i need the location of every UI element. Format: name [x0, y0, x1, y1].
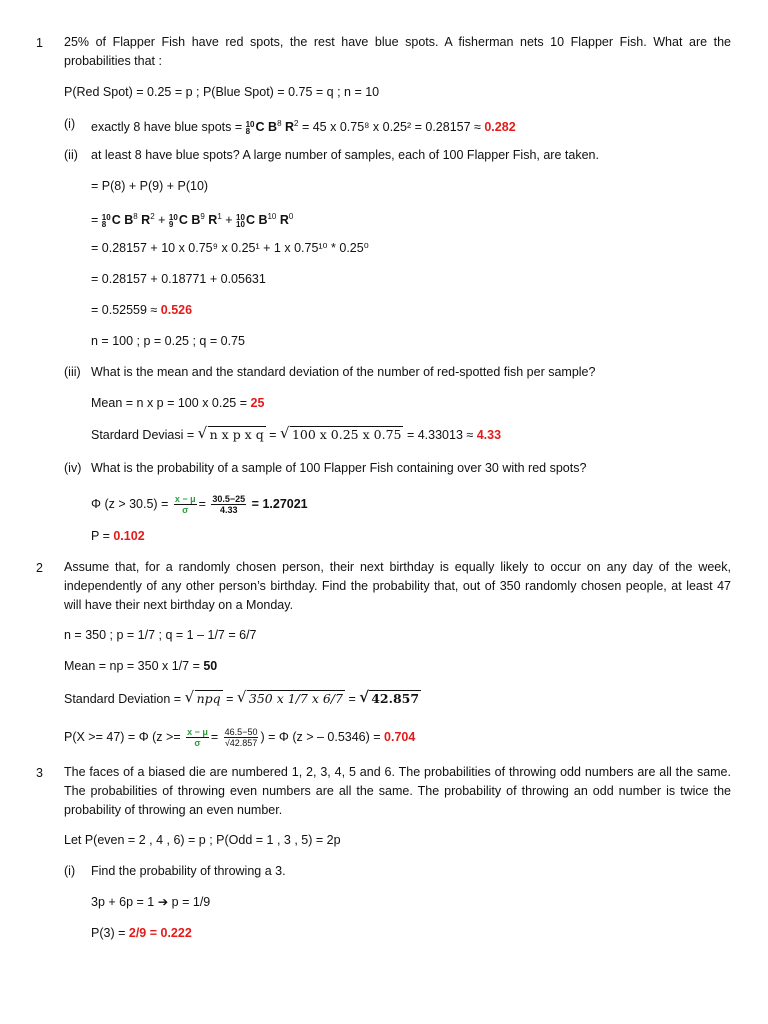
q3-equation: 3p + 6p = 1 ➔ p = 1/9	[91, 895, 211, 909]
question-1-number: 1	[36, 36, 43, 50]
z-formula-fraction: $\frac{x - \mu}{\sigma}$	[174, 494, 196, 516]
sqrt-npq: √ npq	[184, 688, 221, 706]
q1-iv-result: = 1.27021	[248, 497, 308, 511]
q1-iv-label: (iv)	[64, 461, 82, 475]
sqrt-npq-values: √ 100 x 0.25 x 0.75	[279, 424, 402, 442]
q1-iii-label: (iii)	[64, 365, 81, 379]
binom-10-10: 10 10	[236, 212, 245, 229]
q1-i-calc: = 45 x 0.75⁸ x 0.25² = 0.28157 ≈	[298, 120, 485, 134]
q1-ii-line4: = 0.28157 + 0.18771 + 0.05631	[91, 272, 266, 286]
q2-mean	[64, 658, 217, 674]
q1-iii-sd-label: Stardard Deviasi =	[91, 428, 198, 442]
q3-i-label: (i)	[64, 864, 76, 878]
q1-iii-mean-text: Mean = n x p = 100 x 0.25 =	[91, 396, 251, 410]
binom-10-8: 10 8	[101, 212, 111, 229]
q1-iii-sd-answer: 4.33	[476, 428, 502, 442]
q1-ii-text: at least 8 have blue spots? A large number of samples, each of 100 Flapper Fish, are taken.	[91, 148, 599, 162]
q3-answer: 2/9 = 0.222	[128, 926, 192, 940]
q1-iv-text: What is the probability of a sample of 100 Flapper Fish containing over 30 with red spots?	[91, 461, 587, 475]
q1-iii-mean-answer: 25	[250, 396, 265, 410]
q1-i-text: exactly 8 have blue spots =	[91, 120, 246, 134]
q2-probability: P(X >= 47) = Φ (z >= $\frac{x - \mu}{\sigma}$ = $\frac{46.5-50}{√42.857}$ ) = Φ (z > – 0.5346) = 0.704	[64, 727, 416, 749]
q3-let: Let P(even = 2 , 4 , 6) = p ; P(Odd = 1 , 3 , 5) = 2p	[64, 833, 341, 847]
q2-fraction: $\frac{46.5-50}{√42.857}$	[224, 727, 258, 749]
q1-iv-answer: 0.102	[113, 529, 145, 543]
q1-ii-line5-text: = 0.52559 ≈	[91, 303, 161, 317]
q2-p-label: P(X >= 47) = Φ (z >=	[64, 730, 185, 744]
q1-iii-mean	[91, 395, 264, 411]
q1-ii-line2: = 10 8 C $B^8$ $R^2$ + 10 9 C $B^9$ $R^1$ + 10 10 C $B^{10}$ $R^0$	[91, 212, 294, 229]
q1-ii-line3: = 0.28157 + 10 x 0.75⁹ x 0.25¹ + 1 x 0.75¹⁰ * 0.25⁰	[91, 241, 369, 255]
q2-mean-answer: 50	[203, 659, 218, 673]
question-3-text: The faces of a biased die are numbered 1, 2, 3, 4, 5 and 6. The probabilities of throwing odd numbers are all the same. The probabilities of throwing even numbers are all the same. The probability of throwing an odd number is twice the probability of throwing an even number.	[64, 765, 731, 817]
q3-p3	[91, 925, 192, 941]
sqrt-350-values: √ 350 x 1/7 x 6/7	[236, 688, 343, 706]
question-3-number: 3	[36, 766, 43, 780]
q3-i-text: Find the probability of throwing a 3.	[91, 864, 286, 878]
sqrt-npq: √ n x p x q	[197, 424, 264, 442]
q2-answer: 0.704	[384, 730, 416, 744]
q1-iii-text: What is the mean and the standard deviation of the number of red-spotted fish per sample?	[91, 365, 596, 379]
q1-iv-p	[91, 528, 145, 544]
q2-params: n = 350 ; p = 1/7 ; q = 1 – 1/7 = 6/7	[64, 628, 257, 642]
z-formula-fraction: $\frac{x - \mu}{\sigma}$	[187, 727, 208, 749]
q3-p3-text: P(3) =	[91, 926, 129, 940]
question-1-text: 25% of Flapper Fish have red spots, the rest have blue spots. A fisherman nets 10 Flapper Fish. What are the probabilities that :	[64, 35, 731, 68]
binom-10-9: 10 9	[168, 212, 178, 229]
q1-params: n = 100 ; p = 0.25 ; q = 0.75	[91, 334, 245, 348]
question-2-number: 2	[36, 561, 43, 575]
q1-iii-sd-calc: = 4.33013 ≈	[403, 428, 477, 442]
q2-mean-text: Mean = np = 350 x 1/7 =	[64, 659, 204, 673]
q1-ii-line1: = P(8) + P(9) + P(10)	[91, 179, 209, 193]
q1-given: P(Red Spot) = 0.25 = p ; P(Blue Spot) = 0.75 = q ; n = 10	[64, 85, 380, 99]
q1-iv-fraction: $\frac{30.5-25}{4.33}$	[212, 494, 246, 516]
q1-i-label: (i)	[64, 117, 76, 131]
q1-i-line: exactly 8 have blue spots = 10 8 C $B^8$ $R^2 = 45$ x 0.75⁸ x 0.25² = 0.28157 ≈ 0.282	[91, 119, 516, 136]
q2-sd: Standard Deviation = √ npq = √ 350 x 1/7 x 6/7 = √ 42.857	[64, 688, 420, 706]
q1-iii-sd: Stardard Deviasi = √ n x p x q = √ 100 x 0.25 x 0.75 = 4.33013 ≈ 4.33	[91, 424, 502, 442]
q1-i-answer: 0.282	[484, 120, 516, 134]
q2-p-after: ) = Φ (z > – 0.5346) =	[260, 730, 385, 744]
q1-iv-phi: Φ (z > 30.5) = $\frac{x - \mu}{\sigma}$ = $\frac{30.5-25}{4.33}$ = 1.27021	[91, 494, 308, 516]
q1-ii-line5	[91, 302, 192, 318]
q2-sd-label: Standard Deviation =	[64, 692, 185, 706]
question-2-text: Assume that, for a randomly chosen person, their next birthday is equally likely to occur on any day of the week, independently of any other person’s birthday. Find the probability that, out of 350 randomly chosen people, at least 47 will have their next birthday on a Monday.	[64, 560, 731, 612]
q1-ii-answer: 0.526	[160, 303, 193, 317]
q1-iv-p-text: P =	[91, 529, 114, 543]
binom-10-8: 10 8	[245, 119, 255, 136]
q1-ii-label: (ii)	[64, 148, 78, 162]
q1-iv-phi-text: Φ (z > 30.5) =	[91, 497, 172, 511]
sqrt-42857: √ 42.857	[359, 688, 420, 706]
